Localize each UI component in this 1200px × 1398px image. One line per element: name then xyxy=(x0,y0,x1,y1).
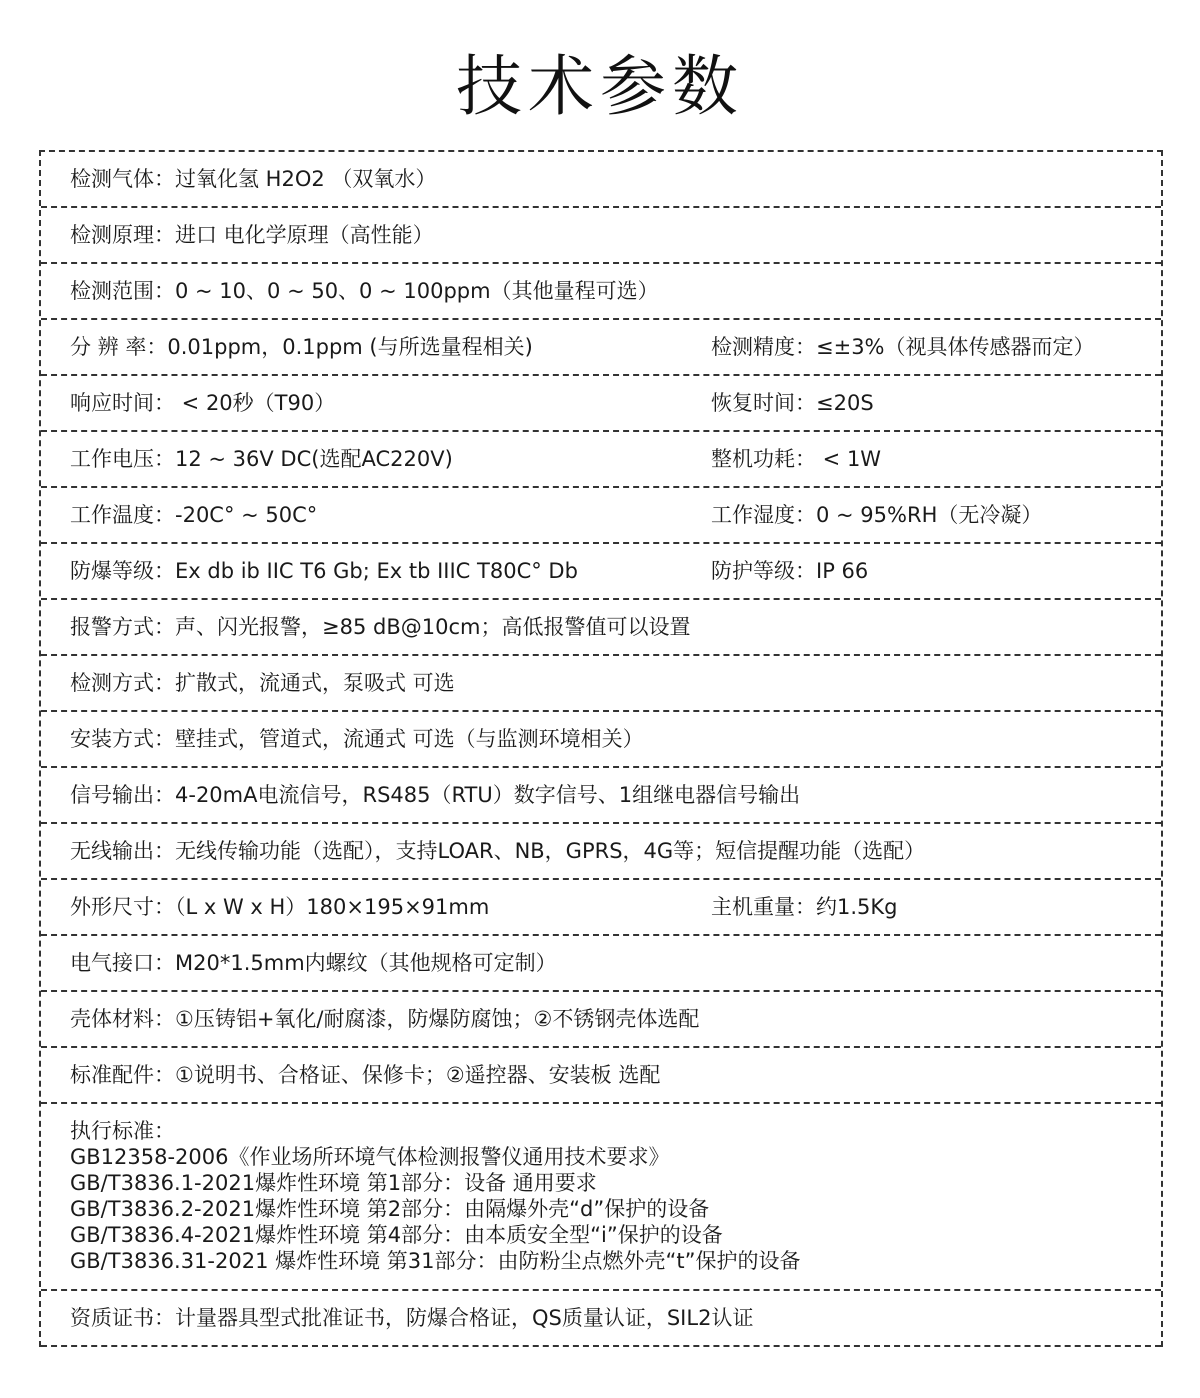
spec-row-gas xyxy=(41,152,1161,208)
spec-row-range xyxy=(41,264,1161,320)
spec-detection-mode: 检测方式：扩散式，流通式，泵吸式 可选 xyxy=(70,671,455,695)
standard-item: GB/T3836.4-2021爆炸性环境 第4部分：由本质安全型“i”保护的设备 xyxy=(70,1223,723,1247)
spec-row-detection-mode xyxy=(41,656,1161,712)
spec-row-signal xyxy=(41,768,1161,824)
spec-resolution: 分 辨 率：0.01ppm，0.1ppm (与所选量程相关) xyxy=(70,335,533,359)
spec-alarm-mode: 报警方式：声、闪光报警，≥85 dB@10cm；高低报警值可以设置 xyxy=(70,615,691,639)
spec-explosion-grade: 防爆等级：Ex db ib IIC T6 Gb; Ex tb IIIC T80C° Db xyxy=(70,559,578,583)
spec-row-accessories xyxy=(41,1048,1161,1104)
spec-row-temperature xyxy=(41,488,1161,544)
spec-weight: 主机重量：约1.5Kg xyxy=(711,895,898,919)
spec-electrical-interface: 电气接口：M20*1.5mm内螺纹（其他规格可定制） xyxy=(70,951,557,975)
spec-voltage: 工作电压：12 ~ 36V DC(选配AC220V) xyxy=(70,447,453,471)
standards-heading: 执行标准： xyxy=(70,1119,175,1143)
spec-signal-output: 信号输出：4-20mA电流信号，RS485（RTU）数字信号、1组继电器信号输出 xyxy=(70,783,801,807)
standard-item: GB/T3836.2-2021爆炸性环境 第2部分：由隔爆外壳“d”保护的设备 xyxy=(70,1197,710,1221)
spec-power: 整机功耗： < 1W xyxy=(711,447,882,471)
spec-table xyxy=(39,150,1163,1347)
spec-row-resolution xyxy=(41,320,1161,376)
standard-item: GB/T3836.1-2021爆炸性环境 第1部分：设备 通用要求 xyxy=(70,1171,597,1195)
spec-row-wireless xyxy=(41,824,1161,880)
spec-row-install xyxy=(41,712,1161,768)
spec-certificates: 资质证书：计量器具型式批准证书，防爆合格证，QS质量认证，SIL2认证 xyxy=(70,1306,754,1330)
standard-item: GB12358-2006《作业场所环境气体检测报警仪通用技术要求》 xyxy=(70,1145,670,1169)
spec-protection-grade: 防护等级：IP 66 xyxy=(711,559,869,583)
spec-wireless-output: 无线输出：无线传输功能（选配），支持LOAR、NB，GPRS，4G等；短信提醒功能（选配） xyxy=(70,839,926,863)
spec-row-interface xyxy=(41,936,1161,992)
spec-row-alarm xyxy=(41,600,1161,656)
spec-accessories: 标准配件：①说明书、合格证、保修卡；②遥控器、安装板 选配 xyxy=(70,1063,661,1087)
spec-row-response xyxy=(41,376,1161,432)
spec-dimensions: 外形尺寸：（L x W x H）180×195×91mm xyxy=(70,895,490,919)
spec-row-certificates xyxy=(41,1291,1161,1347)
spec-install-mode: 安装方式：壁挂式，管道式，流通式 可选（与监测环境相关） xyxy=(70,727,644,751)
spec-row-voltage xyxy=(41,432,1161,488)
spec-recovery-time: 恢复时间：≤20S xyxy=(711,391,874,415)
spec-gas: 检测气体：过氧化氢 H2O2 （双氧水） xyxy=(70,167,437,191)
spec-principle: 检测原理：进口 电化学原理（高性能） xyxy=(70,223,434,247)
spec-housing-material: 壳体材料：①压铸铝+氧化/耐腐漆，防爆防腐蚀；②不锈钢壳体选配 xyxy=(70,1007,700,1031)
spec-row-housing xyxy=(41,992,1161,1048)
standards-block xyxy=(70,1118,801,1274)
page-title: 技术参数 xyxy=(456,48,744,125)
spec-response-time: 响应时间： < 20秒（T90） xyxy=(70,391,336,415)
spec-range: 检测范围：0 ~ 10、0 ~ 50、0 ~ 100ppm（其他量程可选） xyxy=(70,279,659,303)
spec-temperature: 工作温度：-20C° ~ 50C° xyxy=(70,503,318,527)
standard-item: GB/T3836.31-2021 爆炸性环境 第31部分：由防粉尘点燃外壳“t”保护的设备 xyxy=(70,1249,801,1273)
spec-accuracy: 检测精度：≤±3%（视具体传感器而定） xyxy=(711,335,1095,359)
spec-row-standards xyxy=(41,1104,1161,1291)
spec-row-principle xyxy=(41,208,1161,264)
spec-row-explosion xyxy=(41,544,1161,600)
spec-row-dimensions xyxy=(41,880,1161,936)
spec-humidity: 工作湿度：0 ~ 95%RH（无冷凝） xyxy=(711,503,1043,527)
